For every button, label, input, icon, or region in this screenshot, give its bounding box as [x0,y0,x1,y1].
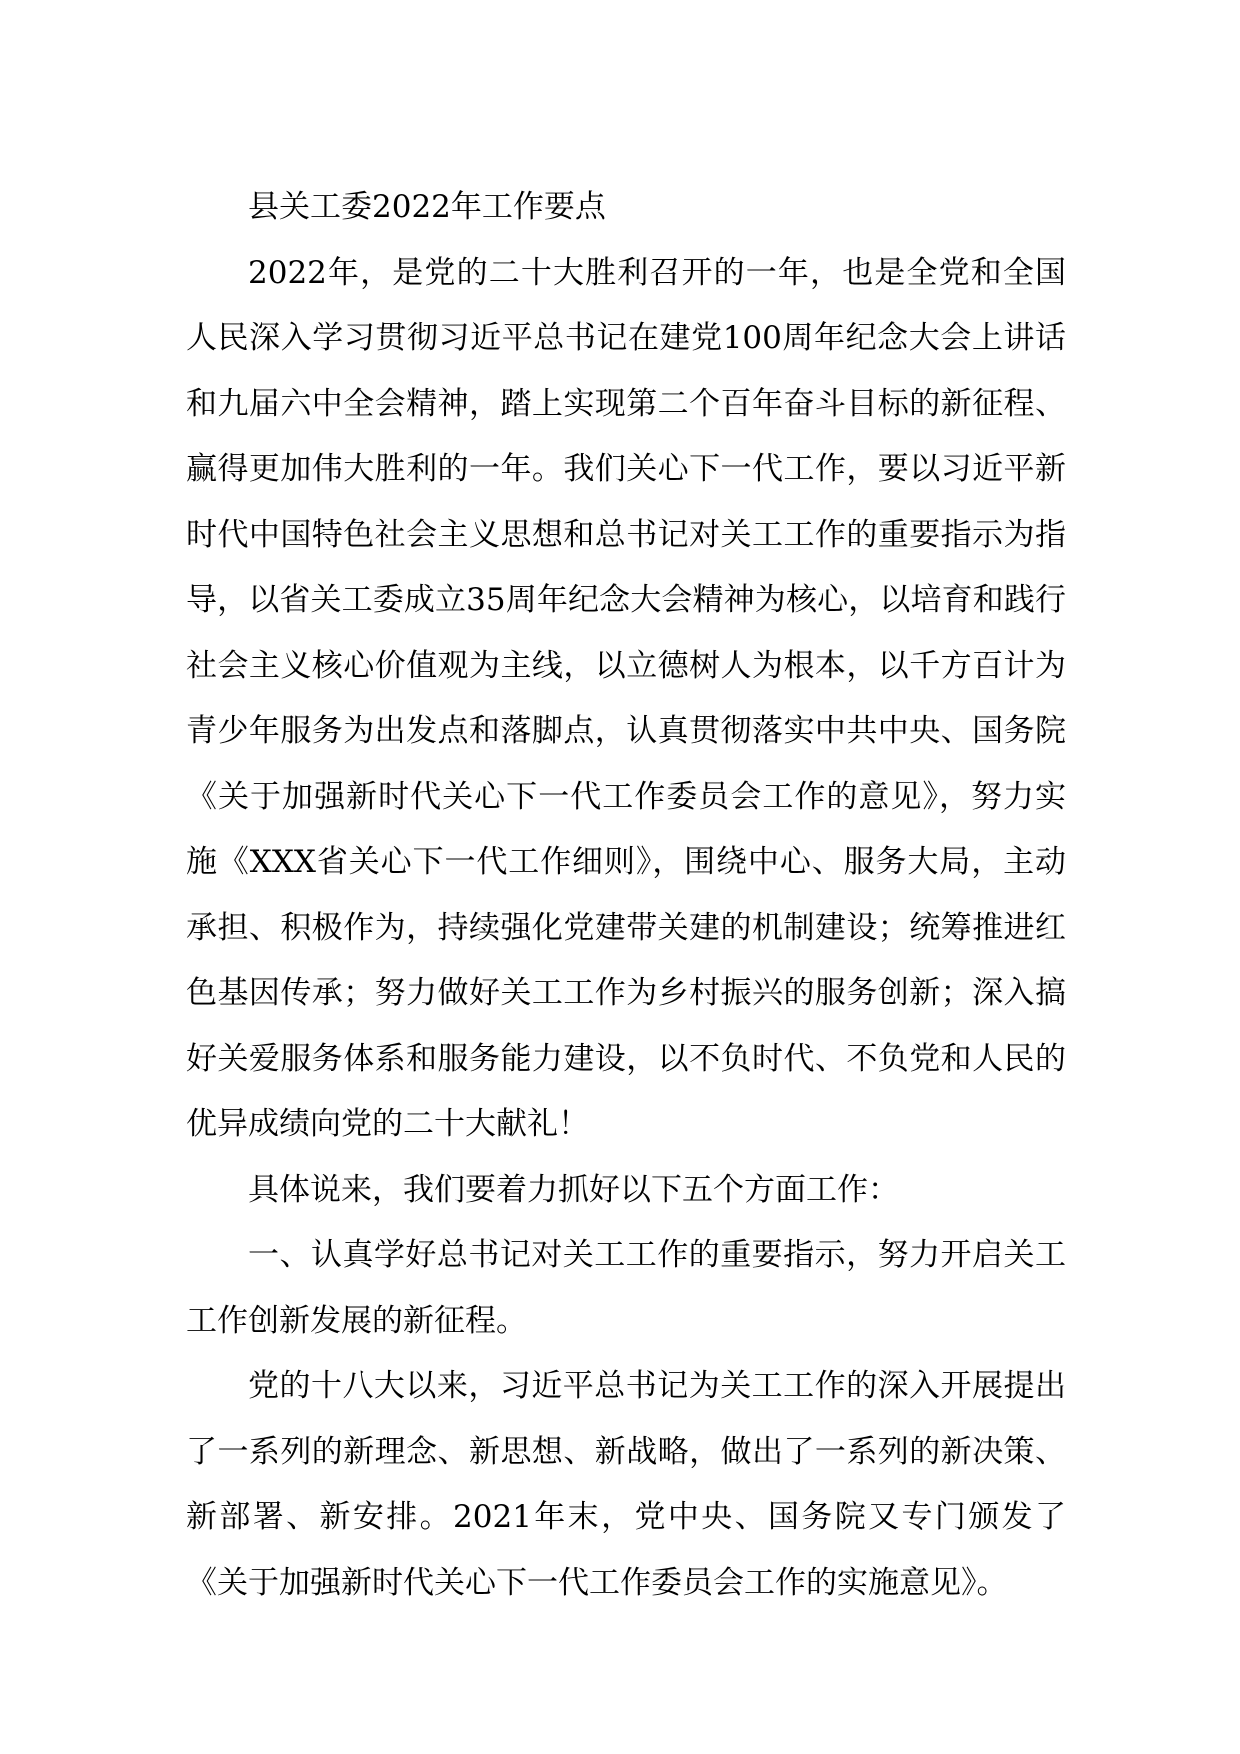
document-title: 县关工委2022年工作要点 [248,189,606,225]
document-body [186,175,1066,1616]
paragraph-intro: 2022年，是党的二十大胜利召开的一年，也是全党和全国人民深入学习贯彻习近平总书记在建党100周年纪念大会上讲话和九届六中全会精神，踏上实现第二个百年奋斗目标的新征程、赢得更加伟大胜利的一年。我们关心下一代工作，要以习近平新时代中国特色社会主义思想和总书记对关工工作的重要指示为指导，以省关工委成立35周年纪念大会精神为核心，以培育和践行社会主义核心价值观为主线，以立德树人为根本，以千方百计为青少年服务为出发点和落脚点，认真贯彻落实中共中央、国务院《关于加强新时代关心下一代工作委员会工作的意见》，努力实施《XXX省关心下一代工作细则》，围绕中心、服务大局，主动承担、积极作为，持续强化党建带关建的机制建设；统筹推进红色基因传承；努力做好关工工作为乡村振兴的服务创新；深入搞好关爱服务体系和服务能力建设，以不负时代、不负党和人民的优异成绩向党的二十大献礼！ [186,254,1066,1142]
section-heading-one: 一、认真学好总书记对关工工作的重要指示，努力开启关工工作创新发展的新征程。 [186,1237,1066,1339]
paragraph-section-one: 党的十八大以来，习近平总书记为关工工作的深入开展提出了一系列的新理念、新思想、新战略，做出了一系列的新决策、新部署、新安排。2021年末，党中央、国务院又专门颁发了《关于加强新时代关心下一代工作委员会工作的实施意见》。 [186,1368,1066,1601]
paragraph-summary: 具体说来，我们要着力抓好以下五个方面工作： [248,1171,899,1208]
